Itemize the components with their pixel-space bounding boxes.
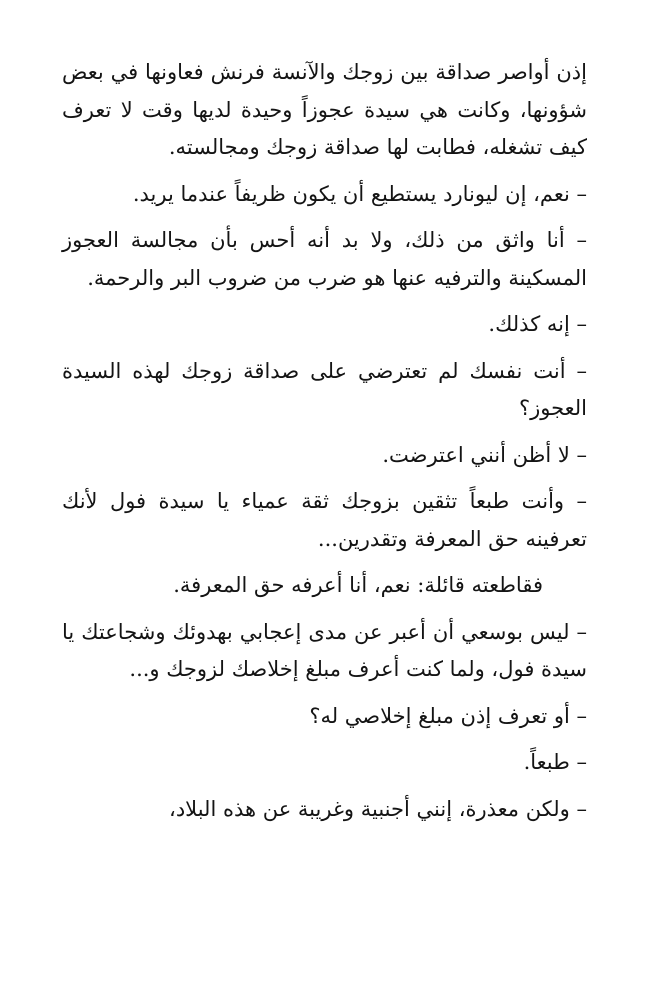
paragraph-12: – ولكن معذرة، إنني أجنبية وغريبة عن هذه البلاد، — [169, 796, 587, 821]
document-page — [62, 54, 587, 837]
paragraph-11: – طبعاً. — [523, 750, 587, 774]
paragraph-3: – أنا واثق من ذلك، ولا بد أنه أحس بأن مجالسة العجوز المسكينة والترفيه عنها هو ضرب من ضروب البر والرحمة. — [62, 228, 587, 290]
paragraph-6: – لا أظن أنني اعترضت. — [382, 442, 587, 467]
paragraph-2: – نعم، إن ليونارد يستطيع أن يكون ظريفاً عندما يريد. — [132, 181, 587, 206]
paragraph-1: إذن أواصر صداقة بين زوجك والآنسة فرنش فعاونها في بعض شؤونها، وكانت هي سيدة عجوزاً وحيدة لديها وقت لا تعرف كيف تشغله، فطابت لها صداقة زوجك ومجالسته. — [62, 60, 587, 159]
paragraph-5: – أنت نفسك لم تعترضي على صداقة زوجك لهذه السيدة العجوز؟ — [62, 358, 587, 420]
paragraph-8: فقاطعته قائلة: نعم، أنا أعرفه حق المعرفة. — [173, 573, 543, 597]
paragraph-7: – وأنت طبعاً تثقين بزوجك ثقة عمياء يا سيدة فول لأنك تعرفينه حق المعرفة وتقدرين... — [62, 489, 587, 551]
paragraph-4: – إنه كذلك. — [488, 312, 587, 336]
paragraph-10: – أو تعرف إذن مبلغ إخلاصي له؟ — [309, 703, 587, 728]
paragraph-9: – ليس بوسعي أن أعبر عن مدى إعجابي بهدوئك وشجاعتك يا سيدة فول، ولما كنت أعرف مبلغ إخلاصك لزوجك و... — [62, 619, 587, 681]
